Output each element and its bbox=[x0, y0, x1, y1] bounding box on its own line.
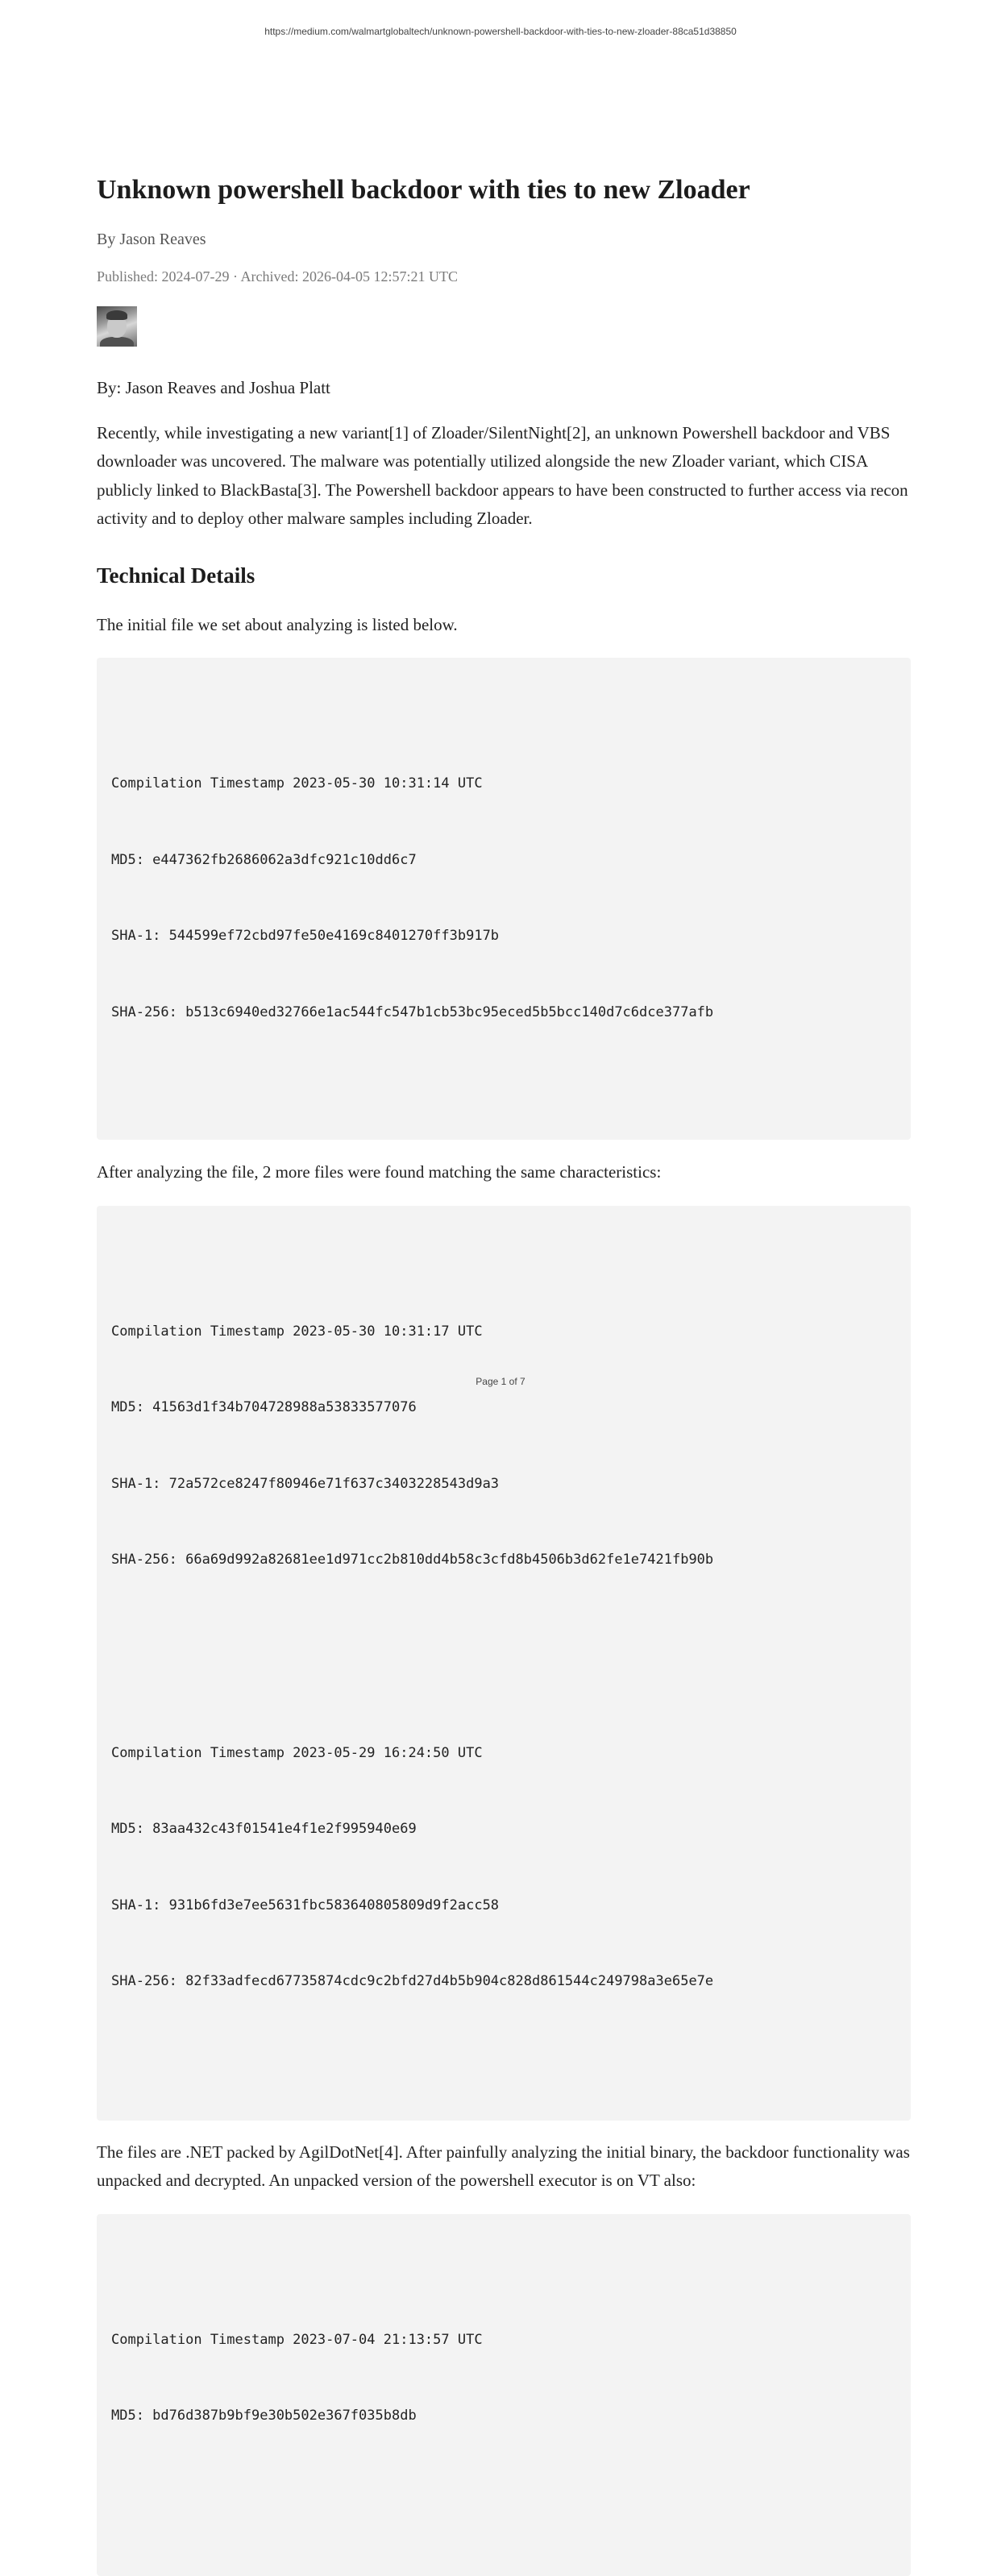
code-line: Compilation Timestamp 2023-05-30 10:31:14 UTC bbox=[111, 775, 483, 791]
byline: By Jason Reaves bbox=[97, 231, 206, 248]
publish-meta: Published: 2024-07-29 · Archived: 2026-04-05 12:57:21 UTC bbox=[97, 268, 458, 285]
code-line: SHA-1: 931b6fd3e7ee5631fbc583640805809d9f2acc58 bbox=[111, 1897, 500, 1913]
code-line: SHA-1: 72a572ce8247f80946e71f637c3403228543d9a3 bbox=[111, 1475, 500, 1492]
author-avatar bbox=[97, 306, 137, 347]
source-url: https://medium.com/walmartglobaltech/unknown-powershell-backdoor-with-ties-to-new-zloader-88ca51d38850 bbox=[264, 26, 737, 37]
paragraph-packed: The files are .NET packed by AgilDotNet[4]. After painfully analyzing the initial binary, the backdoor functionality was unpacked and decrypted. An unpacked version of the powershell executor is on VT also: bbox=[97, 2142, 910, 2190]
paragraph-more-files: After analyzing the file, 2 more files were found matching the same characteristics: bbox=[97, 1162, 662, 1182]
code-block-unpacked bbox=[97, 2214, 911, 2576]
page-number: Page 1 of 7 bbox=[476, 1376, 525, 1387]
code-line: MD5: 41563d1f34b704728988a53833577076 bbox=[111, 1399, 417, 1415]
code-block-initial-file bbox=[97, 658, 911, 1140]
code-line: MD5: bd76d387b9bf9e30b502e367f035b8db bbox=[111, 2408, 417, 2424]
code-line: Compilation Timestamp 2023-05-30 10:31:17 UTC bbox=[111, 1323, 483, 1340]
code-line: SHA-256: 66a69d992a82681ee1d971cc2b810dd4b58c3cfd8b4506b3d62fe1e7421fb90b bbox=[111, 1552, 714, 1568]
article bbox=[97, 169, 911, 2576]
paragraph-initial-file: The initial file we set about analyzing is listed below. bbox=[97, 614, 458, 634]
code-block-more-files bbox=[97, 1206, 911, 2121]
code-line: Compilation Timestamp 2023-05-29 16:24:50 UTC bbox=[111, 1744, 483, 1761]
intro-paragraph: Recently, while investigating a new variant[1] of Zloader/SilentNight[2], an unknown Powershell backdoor and VBS downloader was uncovered. The malware was potentially utilized alongside the new Zloader variant, which CISA publicly linked to BlackBasta[3]. The Powershell backdoor appears to have been constructed to further access via recon activity and to deploy other malware samples including Zloader. bbox=[97, 422, 908, 528]
section-heading: Technical Details bbox=[97, 563, 255, 588]
authors-line: By: Jason Reaves and Joshua Platt bbox=[97, 378, 330, 397]
code-line: MD5: e447362fb2686062a3dfc921c10dd6c7 bbox=[111, 851, 417, 868]
article-title: Unknown powershell backdoor with ties to new Zloader bbox=[97, 175, 750, 205]
code-line: Compilation Timestamp 2023-07-04 21:13:57 UTC bbox=[111, 2331, 483, 2348]
code-line: SHA-1: 544599ef72cbd97fe50e4169c8401270ff3b917b bbox=[111, 928, 500, 944]
code-line: SHA-256: 82f33adfecd67735874cdc9c2bfd27d4b5b904c828d861544c249798a3e65e7e bbox=[111, 1973, 714, 1989]
code-line: SHA-256: b513c6940ed32766e1ac544fc547b1cb53bc95eced5b5bcc140d7c6dce377afb bbox=[111, 1003, 714, 1020]
code-line: MD5: 83aa432c43f01541e4f1e2f995940e69 bbox=[111, 1821, 417, 1837]
